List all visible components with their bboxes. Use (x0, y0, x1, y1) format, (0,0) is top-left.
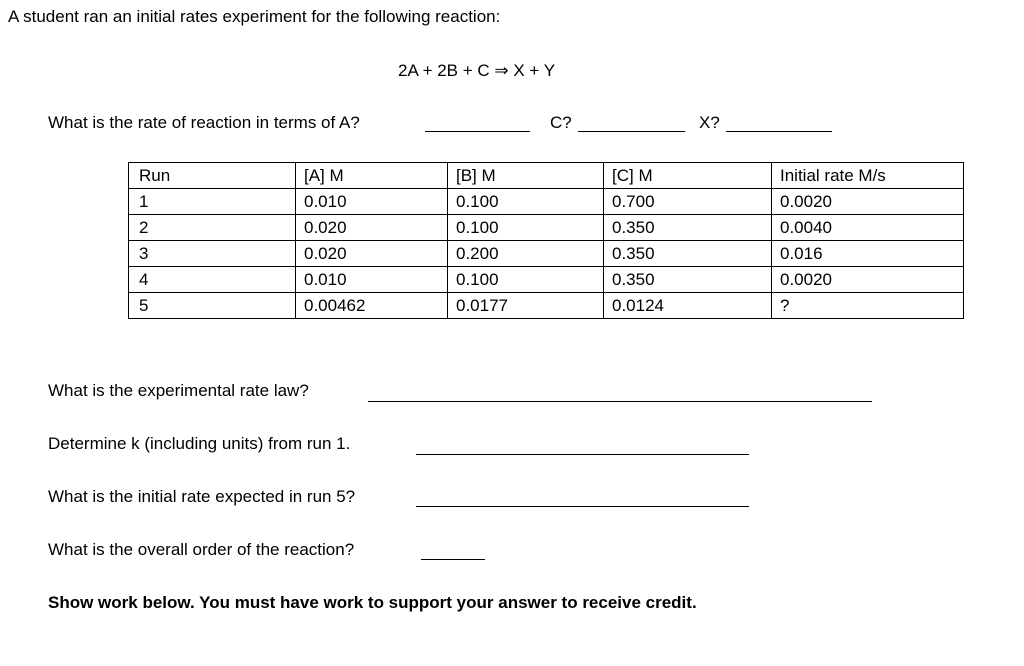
cell-initial-rate: 0.0040 (772, 215, 964, 241)
rate-law-answer-blank[interactable] (368, 401, 872, 402)
cell-run: 4 (129, 267, 296, 293)
header-c-conc: [C] M (604, 163, 772, 189)
cell-a-conc: 0.020 (296, 215, 448, 241)
cell-b-conc: 0.200 (448, 241, 604, 267)
table-body (129, 163, 964, 319)
rate-a-question: What is the rate of reaction in terms of A? (48, 113, 360, 132)
rate-x-question: X? (699, 113, 720, 132)
header-run: Run (129, 163, 296, 189)
rate-x-answer-blank[interactable] (726, 131, 832, 132)
cell-c-conc: 0.0124 (604, 293, 772, 319)
intro-text: A student ran an initial rates experiment for the following reaction: (8, 7, 501, 26)
footer-instructions: Show work below. You must have work to support your answer to receive credit. (48, 593, 697, 612)
cell-b-conc: 0.100 (448, 215, 604, 241)
header-a-conc: [A] M (296, 163, 448, 189)
run5-answer-blank[interactable] (416, 506, 749, 507)
order-answer-blank[interactable] (421, 559, 485, 560)
cell-initial-rate: 0.016 (772, 241, 964, 267)
reaction-equation: 2A + 2B + C ⇒ X + Y (398, 61, 556, 80)
cell-a-conc: 0.00462 (296, 293, 448, 319)
rate-law-question: What is the experimental rate law? (48, 381, 309, 400)
table-row (129, 293, 964, 319)
order-question: What is the overall order of the reaction? (48, 540, 355, 559)
k-question: Determine k (including units) from run 1. (48, 434, 351, 453)
table-row (129, 189, 964, 215)
run5-question: What is the initial rate expected in run 5? (48, 487, 356, 506)
cell-initial-rate: 0.0020 (772, 267, 964, 293)
cell-run: 5 (129, 293, 296, 319)
header-initial-rate: Initial rate M/s (772, 163, 964, 189)
cell-b-conc: 0.100 (448, 267, 604, 293)
cell-b-conc: 0.0177 (448, 293, 604, 319)
cell-initial-rate: ? (772, 293, 964, 319)
cell-a-conc: 0.010 (296, 189, 448, 215)
header-b-conc: [B] M (448, 163, 604, 189)
table-row (129, 215, 964, 241)
cell-run: 2 (129, 215, 296, 241)
initial-rates-table (128, 162, 964, 319)
rate-c-answer-blank[interactable] (578, 131, 685, 132)
k-answer-blank[interactable] (416, 454, 749, 455)
cell-c-conc: 0.350 (604, 267, 772, 293)
cell-c-conc: 0.350 (604, 241, 772, 267)
cell-run: 3 (129, 241, 296, 267)
rate-a-answer-blank[interactable] (425, 131, 530, 132)
table-row (129, 241, 964, 267)
cell-run: 1 (129, 189, 296, 215)
cell-a-conc: 0.020 (296, 241, 448, 267)
cell-a-conc: 0.010 (296, 267, 448, 293)
rate-c-question: C? (550, 113, 572, 132)
table-row (129, 267, 964, 293)
table-header-row (129, 163, 964, 189)
cell-b-conc: 0.100 (448, 189, 604, 215)
cell-initial-rate: 0.0020 (772, 189, 964, 215)
cell-c-conc: 0.700 (604, 189, 772, 215)
cell-c-conc: 0.350 (604, 215, 772, 241)
